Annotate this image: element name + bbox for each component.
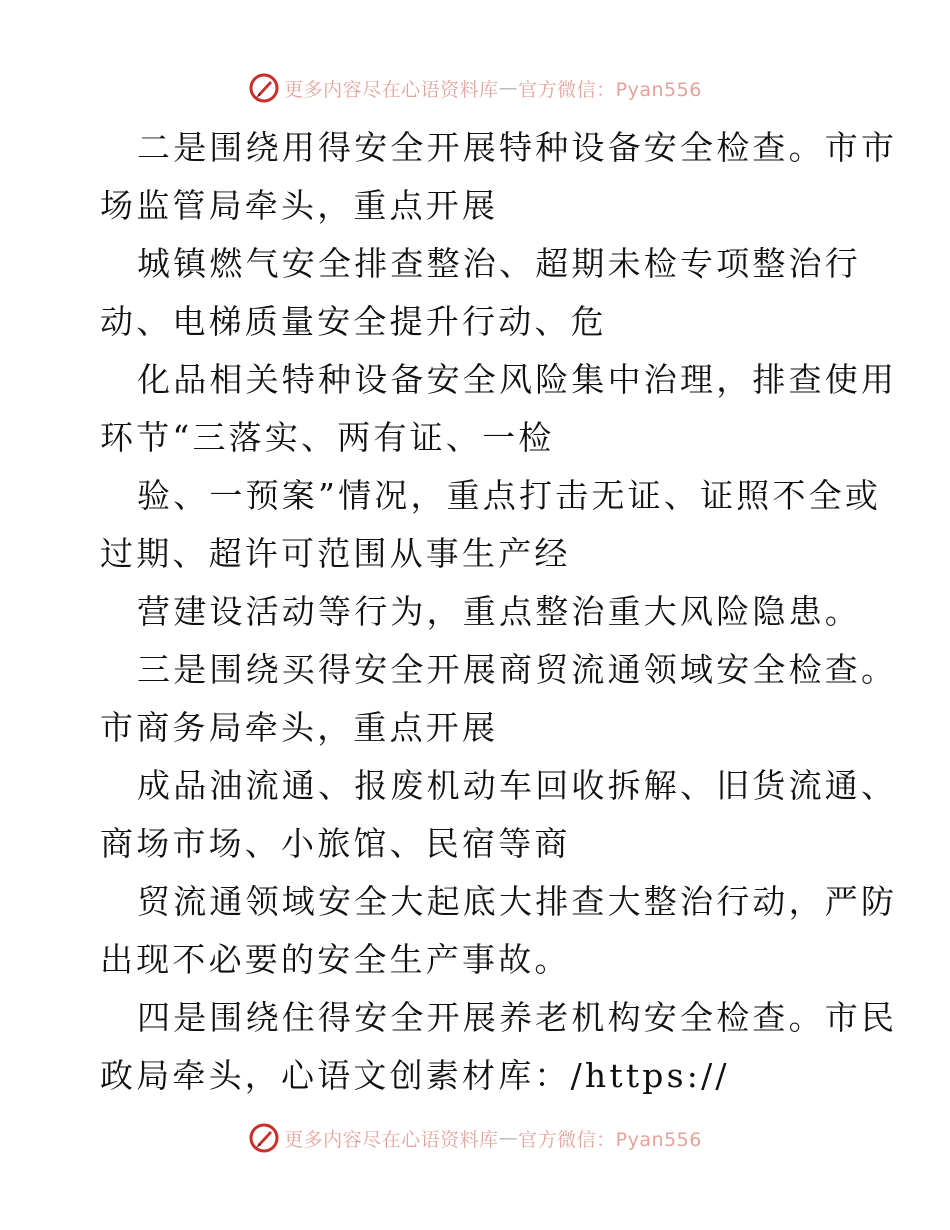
paragraph-line: 动、电梯质量安全提升行动、危 <box>100 302 607 341</box>
banner-separator: — <box>498 77 519 99</box>
paragraph-line: 环节“三落实、两有证、一检 <box>100 418 555 457</box>
paragraph-line: 验、一预案”情况，重点打击无证、证照不全或 <box>137 476 882 515</box>
paragraph-line: 过期、超许可范围从事生产经 <box>100 534 571 573</box>
paragraph-line: 场监管局牵头，重点开展 <box>100 186 499 225</box>
paragraph-line: 化品相关特种设备安全风险集中治理，排查使用 <box>137 360 898 399</box>
footer-banner <box>0 1122 950 1154</box>
paragraph-line: 成品油流通、报废机动车回收拆解、旧货流通、 <box>137 766 898 805</box>
header-banner <box>0 72 950 104</box>
paragraph-line: 营建设活动等行为，重点整治重大风险隐患。 <box>137 592 861 631</box>
paragraph-line: 贸流通领域安全大起底大排查大整治行动，严防 <box>137 882 898 921</box>
paragraph-line: 政局牵头，心语文创素材库：/https:// <box>100 1056 730 1095</box>
paragraph-line: 三是围绕买得安全开展商贸流通领域安全检查。 <box>137 650 898 689</box>
paragraph-line: 出现不必要的安全生产事故。 <box>100 940 571 979</box>
banner-contact-text: 官方微信：Pyan556 <box>518 78 702 101</box>
banner-contact-text: 官方微信：Pyan556 <box>518 1128 702 1151</box>
paragraph-line: 四是围绕住得安全开展养老机构安全检查。市民 <box>137 998 898 1037</box>
paragraph-line: 市商务局牵头，重点开展 <box>100 708 499 747</box>
banner-main-text: 更多内容尽在心语资料库 <box>284 1128 499 1151</box>
paragraph-line: 商场市场、小旅馆、民宿等商 <box>100 824 571 863</box>
quill-logo-icon <box>248 1122 280 1154</box>
banner-main-text: 更多内容尽在心语资料库 <box>284 78 499 101</box>
quill-logo-icon <box>248 72 280 104</box>
paragraph-line: 城镇燃气安全排查整治、超期未检专项整治行 <box>137 244 861 283</box>
paragraph-line: 二是围绕用得安全开展特种设备安全检查。市市 <box>137 128 898 167</box>
banner-separator: — <box>498 1127 519 1149</box>
